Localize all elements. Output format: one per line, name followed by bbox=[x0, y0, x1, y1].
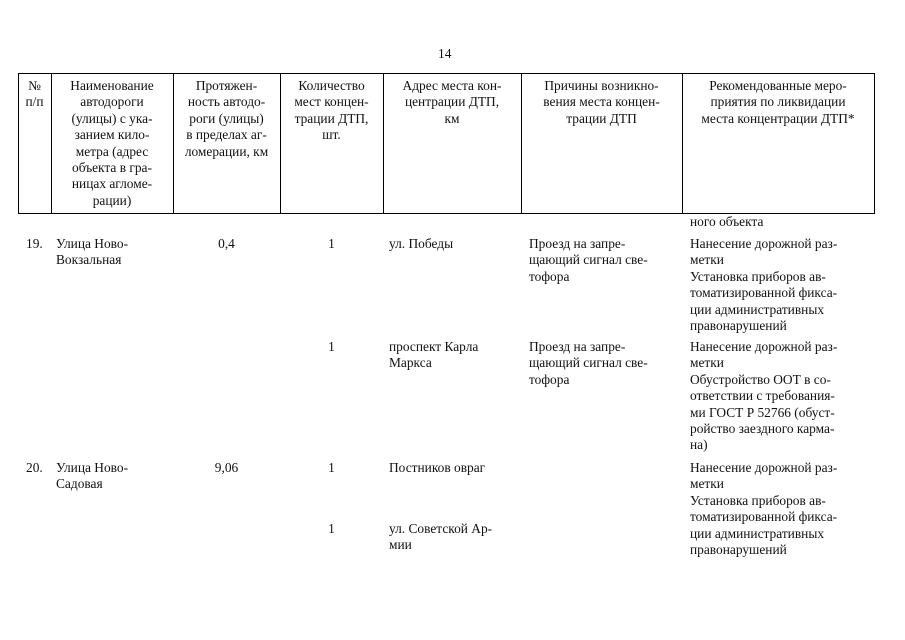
row-19-road: Улица Ново- Вокзальная bbox=[56, 236, 129, 268]
page-number: 14 bbox=[438, 46, 452, 61]
row-19-entry-2-address: проспект Карла Маркса bbox=[389, 339, 479, 371]
row-19-number: 19. bbox=[26, 236, 43, 251]
header-road-name: Наименование автодороги (улицы) с ука- занием кило- метра (адрес объекта в гра- ницах агломе- рации) bbox=[70, 78, 154, 208]
header-address: Адрес места кон- центрации ДТП, км bbox=[402, 78, 502, 126]
header-measures: Рекомендованные меро- приятия по ликвидации места концентрации ДТП* bbox=[701, 78, 855, 126]
row-19-entry-1-address: ул. Победы bbox=[389, 236, 454, 251]
row-19-entry-2-cause: Проезд на запре- щающий сигнал све- тофора bbox=[529, 339, 648, 387]
row-19-length: 0,4 bbox=[218, 236, 235, 251]
row-19-entry-1-cause: Проезд на запре- щающий сигнал све- тофора bbox=[529, 236, 648, 284]
header-length: Протяжен- ность автодо- роги (улицы) в пределах аг- ломерации, км bbox=[184, 78, 269, 159]
row-20-number: 20. bbox=[26, 460, 43, 475]
row-19-entry-1-count: 1 bbox=[328, 236, 335, 251]
carry-over-text: ного объекта bbox=[690, 214, 764, 229]
row-20-entry-1-measures: Нанесение дорожной раз- метки Установка приборов ав- томатизированной фикса- ции административных правонарушений bbox=[690, 460, 838, 558]
row-19-entry-2-measures: Нанесение дорожной раз- метки Обустройство ООТ в со- ответствии с требования- ми ГОСТ Р 52766 (обуст- ройство заездного карма- на) bbox=[690, 339, 838, 453]
row-20-entry-2-count: 1 bbox=[328, 521, 335, 536]
row-20-road: Улица Ново- Садовая bbox=[56, 460, 129, 492]
row-20-entry-1-count: 1 bbox=[328, 460, 335, 475]
row-20-entry-1-address: Постников овраг bbox=[389, 460, 486, 475]
header-count: Количество мест концен- трации ДТП, шт. bbox=[294, 78, 369, 143]
row-20-entry-2-address: ул. Советской Ар- мии bbox=[389, 521, 493, 553]
header-cause: Причины возникно- вения места концен- трации ДТП bbox=[543, 78, 660, 126]
row-19-entry-1-measures: Нанесение дорожной раз- метки Установка приборов ав- томатизированной фикса- ции административных правонарушений bbox=[690, 236, 838, 334]
row-20-length: 9,06 bbox=[214, 460, 239, 475]
header-num: № п/п bbox=[25, 78, 44, 110]
row-19-entry-2-count: 1 bbox=[328, 339, 335, 354]
